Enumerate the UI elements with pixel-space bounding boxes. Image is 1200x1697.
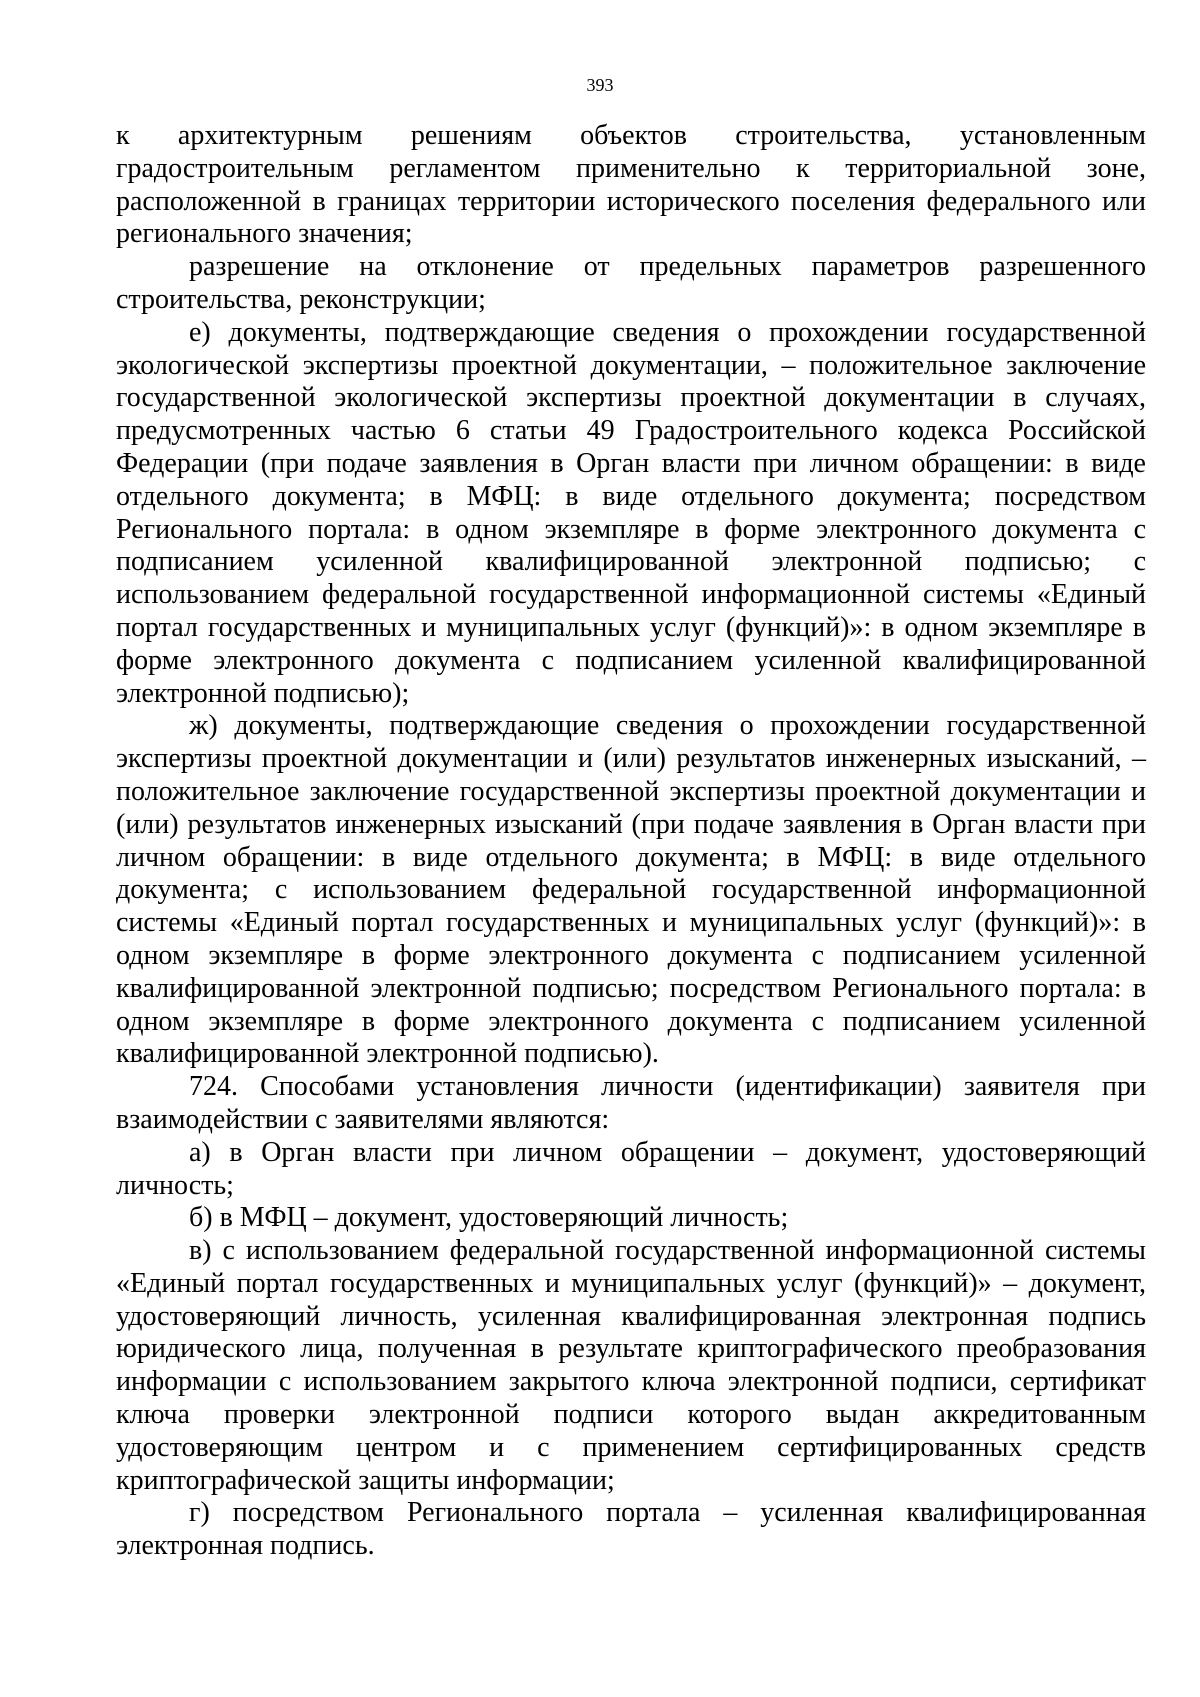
paragraph-item-a: а) в Орган власти при личном обращении – документ, удостоверяющий личность; xyxy=(116,1136,1146,1201)
paragraph-item-b: б) в МФЦ – документ, удостоверяющий личность; xyxy=(189,1202,789,1234)
paragraph-item-zh-state-expertise: ж) документы, подтверждающие сведения о прохождении государственной экспертизы проектной документации и (или) результатов инженерных изысканий, – положительное заключение государственной экспертизы проектной документации и (или) результатов инженерных изысканий (при подаче заявления в Орган власти при личном обращении: в виде отдельного документа; в МФЦ: в виде отдельного документа; с использованием федеральной государственной информационной системы «Единый портал государственных и муниципальных услуг (функций)»: в одном экземпляре в форме электронного документа с подписанием усиленной квалифицированной электронной подписью; посредством Регионального портала: в одном экземпляре в форме электронного документа с подписанием усиленной квалифицированной электронной подписью). xyxy=(116,710,1146,1070)
page-number: 393 xyxy=(586,75,614,95)
document-body xyxy=(116,120,1146,1563)
paragraph-clause-724: 724. Способами установления личности (идентификации) заявителя при взаимодействии с заявителями являются: xyxy=(116,1071,1146,1135)
paragraph-item-v: в) с использованием федеральной государственной информационной системы «Единый портал государственных и муниципальных услуг (функций)» – документ, удостоверяющий личность, усиленная квалифицированная электронная подпись юридического лица, полученная в результате криптографического преобразования информации с использованием закрытого ключа электронной подписи, сертификат ключа проверки электронной подписи которого выдан аккредитованным удостоверяющим центром и с применением сертифицированных средств криптографической защиты информации; xyxy=(116,1235,1146,1496)
paragraph-item-e-ecological-expertise: е) документы, подтверждающие сведения о прохождении государственной экологической экспертизы проектной документации, – положительное заключение государственной экологической экспертизы проектной документации в случаях, предусмотренных частью 6 статьи 49 Градостроительного кодекса Российской Федерации (при подаче заявления в Орган власти при личном обращении: в виде отдельного документа; в МФЦ: в виде отдельного документа; посредством Регионального портала: в одном экземпляре в форме электронного документа с подписанием усиленной квалифицированной электронной подписью; с использованием федеральной государственной информационной системы «Единый портал государственных и муниципальных услуг (функций)»: в одном экземпляре в форме электронного документа с подписанием усиленной квалифицированной электронной подписью); xyxy=(116,316,1146,709)
paragraph-deviation-permit: разрешение на отклонение от предельных параметров разрешенного строительства, реконструкции; xyxy=(116,251,1146,315)
paragraph-item-g: г) посредством Регионального портала – усиленная квалифицированная электронная подпись. xyxy=(116,1497,1146,1562)
paragraph-architectural-solutions: к архитектурным решениям объектов строительства, установленным градостроительным регламентом применительно к территориальной зоне, расположенной в границах территории исторического поселения федерального или регионального значения; xyxy=(116,120,1146,250)
